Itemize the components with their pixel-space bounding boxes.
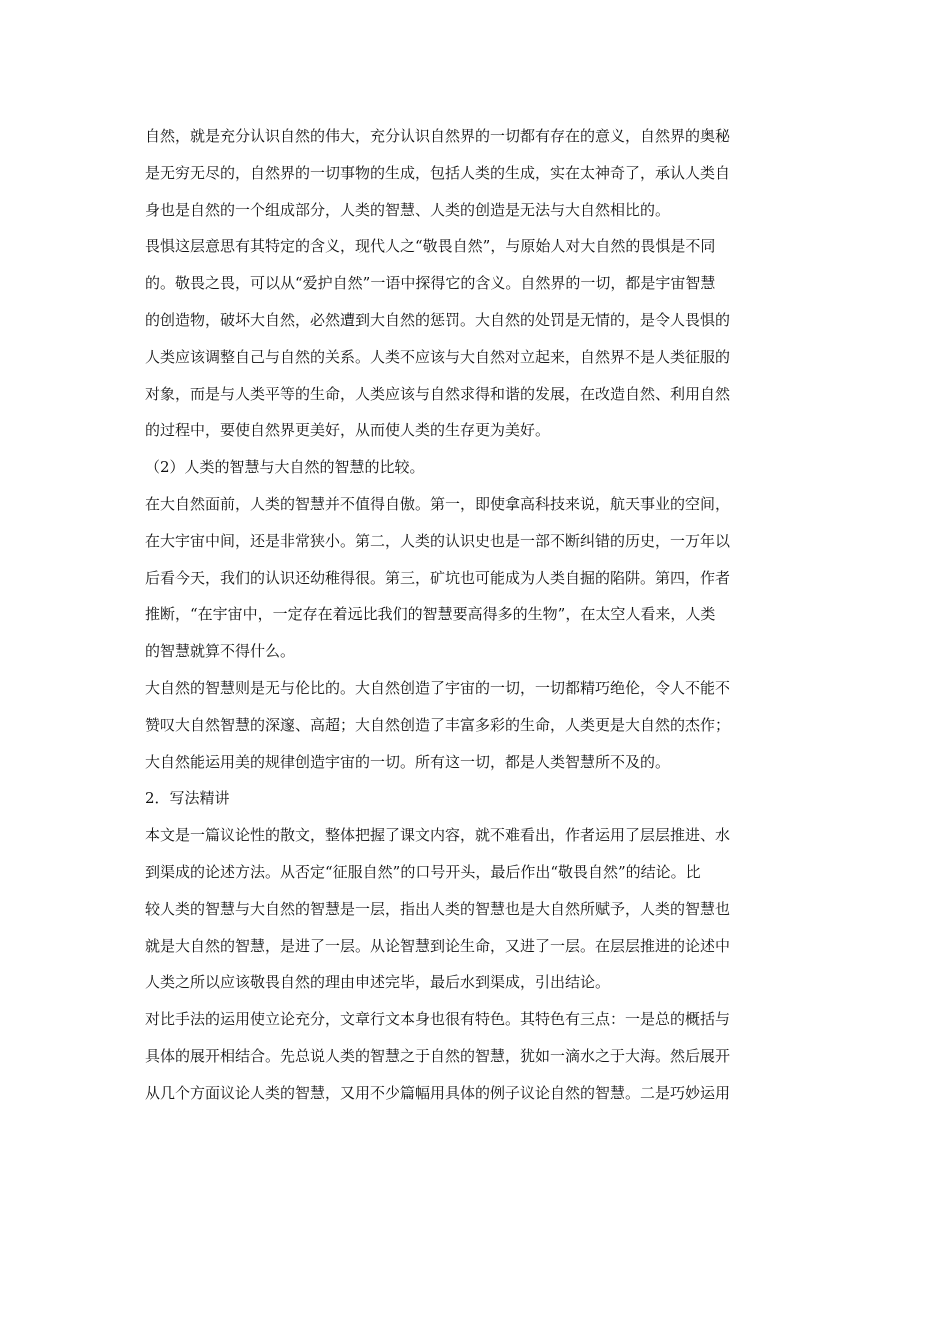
- text-line: 的过程中，要使自然界更美好，从而使人类的生存更为美好。: [145, 421, 551, 440]
- text-line: 本文是一篇议论性的散文，整体把握了课文内容，就不难看出，作者运用了层层推进、水: [145, 826, 731, 845]
- paragraph-p2: [145, 228, 815, 449]
- text-line: （2）人类的智慧与大自然的智慧的比较。: [145, 458, 425, 477]
- text-line: 2．写法精讲: [145, 789, 230, 808]
- text-line: 人类应该调整自己与自然的关系。人类不应该与大自然对立起来，自然界不是人类征服的: [145, 347, 731, 366]
- text-line: 是无穷无尽的，自然界的一切事物的生成，包括人类的生成，实在太神奇了，承认人类自: [145, 163, 731, 182]
- text-line: 的创造物，破坏大自然，必然遭到大自然的惩罚。大自然的处罚是无情的，是令人畏惧的: [145, 310, 731, 329]
- paragraph-p5: [145, 670, 815, 780]
- text-line: 对比手法的运用使立论充分，文章行文本身也很有特色。其特色有三点：一是总的概括与: [145, 1010, 731, 1029]
- text-line: 对象，而是与人类平等的生命，人类应该与自然求得和谐的发展，在改造自然、利用自然: [145, 384, 731, 403]
- text-line: 较人类的智慧与大自然的智慧是一层，指出人类的智慧也是大自然所赋予，人类的智慧也: [145, 899, 731, 918]
- text-line: 推断，“在宇宙中，一定存在着远比我们的智慧要高得多的生物”，在太空人看来，人类: [145, 605, 716, 624]
- text-line: 畏惧这层意思有其特定的含义，现代人之“敬畏自然”，与原始人对大自然的畏惧是不同: [145, 237, 716, 256]
- text-line: 的智慧就算不得什么。: [145, 642, 296, 661]
- text-line: 后看今天，我们的认识还幼稚得很。第三，矿坑也可能成为人类自掘的陷阱。第四，作者: [145, 568, 731, 587]
- text-line: 大自然能运用美的规律创造宇宙的一切。所有这一切，都是人类智慧所不及的。: [145, 752, 671, 771]
- text-line: 从几个方面议论人类的智慧，又用不少篇幅用具体的例子议论自然的智慧。二是巧妙运用: [145, 1083, 731, 1102]
- paragraph-p4: [145, 486, 815, 670]
- text-line: 人类之所以应该敬畏自然的理由申述完毕，最后水到渠成，引出结论。: [145, 973, 611, 992]
- document-page: [145, 118, 815, 1112]
- text-line: 就是大自然的智慧，是进了一层。从论智慧到论生命，又进了一层。在层层推进的论述中: [145, 936, 731, 955]
- text-line: 具体的展开相结合。先总说人类的智慧之于自然的智慧，犹如一滴水之于大海。然后展开: [145, 1046, 731, 1065]
- paragraph-p1: [145, 118, 815, 228]
- paragraph-p6: [145, 780, 815, 817]
- text-line: 到渠成的论述方法。从否定“征服自然”的口号开头，最后作出“敬畏自然”的结论。比: [145, 862, 701, 881]
- text-line: 大自然的智慧则是无与伦比的。大自然创造了宇宙的一切，一切都精巧绝伦，令人不能不: [145, 678, 731, 697]
- text-line: 身也是自然的一个组成部分，人类的智慧、人类的创造是无法与大自然相比的。: [145, 200, 671, 219]
- paragraph-p8: [145, 1001, 815, 1111]
- paragraph-p7: [145, 817, 815, 1001]
- text-line: 在大宇宙中间，还是非常狭小。第二，人类的认识史也是一部不断纠错的历史，一万年以: [145, 531, 731, 550]
- text-line: 自然，就是充分认识自然的伟大，充分认识自然界的一切都有存在的意义，自然界的奥秘: [145, 127, 731, 145]
- text-line: 在大自然面前，人类的智慧并不值得自傲。第一，即使拿高科技来说，航天事业的空间，: [145, 494, 731, 513]
- text-line: 赞叹大自然智慧的深邃、高超；大自然创造了丰富多彩的生命，人类更是大自然的杰作；: [145, 715, 731, 734]
- paragraph-p3: [145, 449, 815, 486]
- text-line: 的。敬畏之畏，可以从“爱护自然”一语中探得它的含义。自然界的一切，都是宇宙智慧: [145, 274, 716, 293]
